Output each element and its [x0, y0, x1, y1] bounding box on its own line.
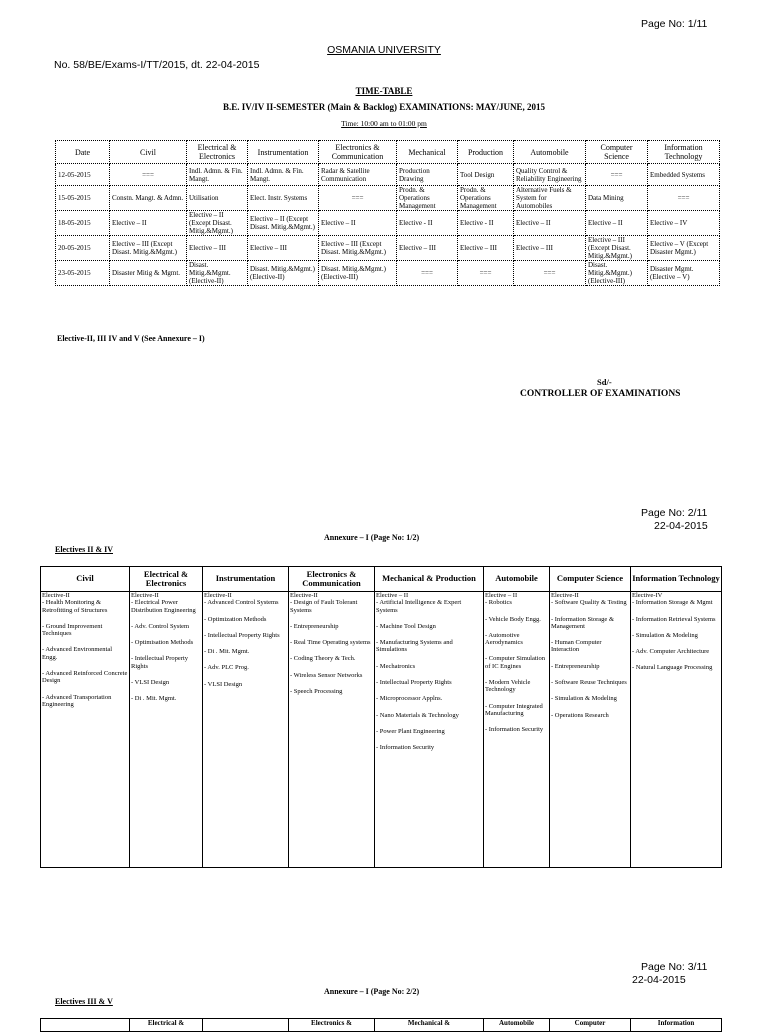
list-item: - Vehicle Body Engg.: [485, 615, 541, 623]
list-item: - Modern Vehicle Technology: [485, 679, 531, 694]
list-item: - Coding Theory & Tech.: [290, 655, 356, 663]
list-item: - Optimisation Methods: [131, 639, 194, 647]
section-title: Electives III & V: [55, 997, 113, 1006]
column-header: Information: [631, 1019, 722, 1032]
list-item: - Optimization Methods: [204, 615, 267, 623]
column-header: [203, 1019, 289, 1032]
list-item: - Computer Simulation of IC Engines: [485, 655, 545, 670]
list-item: - Intellectual Property Rights: [131, 655, 189, 670]
exam-cell: Elective – II: [514, 211, 586, 236]
list-item: - Information Security: [485, 726, 544, 734]
list-item: - Simulation & Modeling: [551, 695, 617, 703]
exam-cell: Elective – II: [110, 211, 187, 236]
exam-cell: Production Drawing: [397, 164, 458, 186]
elective-list: [131, 599, 201, 702]
elective-group-label: Elective – II: [485, 592, 518, 599]
column-header: Date: [56, 141, 110, 164]
page-number: Page No: 2/11: [641, 507, 708, 519]
list-item: - Design of Fault Tolerant Systems: [290, 599, 358, 614]
electives-cell: [130, 592, 203, 868]
exam-cell: ===: [110, 164, 187, 186]
section-title: Electives II & IV: [55, 545, 113, 554]
exam-cell: Elective – III (Except Disast. Mitig.&Mgmt.): [586, 236, 648, 261]
exam-cell: Prodn. & Operations Management: [458, 186, 514, 211]
elective-group-label: Elective-II: [204, 592, 232, 599]
list-item: - Intellectual Property Rights: [376, 679, 452, 687]
exam-cell: Elective – III: [248, 236, 319, 261]
exam-cell: Disast. Mitig.&Mgmt.) (Elective-III): [319, 261, 397, 286]
exam-cell: Disaster Mgmt. (Elective – V): [648, 261, 720, 286]
exam-cell: Elective – II (Except Disast. Mitig.&Mgmt.): [248, 211, 319, 236]
exam-cell: Elective – III: [458, 236, 514, 261]
elective-note: Elective-II, III IV and V (See Annexure – I): [57, 334, 205, 343]
elective-group-label: Elective-II: [42, 592, 70, 599]
electives-header-row: [41, 567, 722, 592]
list-item: - Information Storage & Mgmt: [632, 599, 713, 607]
exam-cell: ===: [648, 186, 720, 211]
list-item: - Entrepreneurship: [290, 622, 339, 630]
elective-group-label: Elective-IV: [632, 592, 663, 599]
exam-cell: ===: [514, 261, 586, 286]
table-row: [56, 164, 720, 186]
exam-cell: ===: [319, 186, 397, 211]
elective-group-label: Elective – II: [376, 592, 409, 599]
list-item: - Adv. Control System: [131, 622, 190, 630]
elective-list: [485, 599, 548, 733]
list-item: - Mechatronics: [376, 662, 416, 670]
column-header: Production: [458, 141, 514, 164]
table-row: [56, 261, 720, 286]
column-header: Electrical & Electronics: [187, 141, 248, 164]
exam-cell: Disast. Mitig.&Mgmt.) (Elective-II): [248, 261, 319, 286]
exam-cell: Utilisation: [187, 186, 248, 211]
page-date: 22-04-2015: [654, 520, 708, 532]
list-item: - Information Security: [376, 744, 435, 752]
list-item: - Simulation & Modeling: [632, 631, 698, 639]
list-item: - Information Storage & Management: [551, 615, 614, 630]
list-item: - Robotics: [485, 599, 512, 607]
list-item: - Microprocessor Applns.: [376, 695, 443, 703]
elective-list: [42, 599, 128, 708]
list-item: - Operations Research: [551, 711, 609, 719]
list-item: - Automotive Aerodynamics: [485, 631, 523, 647]
column-header: Automobile: [484, 1019, 550, 1032]
exam-cell: Elective - II: [397, 211, 458, 236]
column-header: Automobile: [484, 567, 550, 592]
column-header: Electrical & Electronics: [130, 567, 203, 592]
column-header: Civil: [110, 141, 187, 164]
column-header: Electronics &: [289, 1019, 375, 1032]
university-name: OSMANIA UNIVERSITY: [327, 44, 441, 56]
elective-group-label: Elective-II: [131, 592, 159, 599]
exam-cell: Disast. Mitig.&Mgmt. (Elective-II): [187, 261, 248, 286]
exam-cell: Radar & Satellite Communication: [319, 164, 397, 186]
electives-cell: [289, 592, 375, 868]
list-item: - Real Time Operating systems: [290, 639, 371, 647]
exam-cell: Elective – V (Except Disaster Mgmt.): [648, 236, 720, 261]
list-item: - Manufacturing Systems and Simulations: [376, 639, 453, 654]
table-row: [56, 186, 720, 211]
column-header: Information Technology: [631, 567, 722, 592]
exam-cell: Elect. Instr. Systems: [248, 186, 319, 211]
list-item: - Adv. PLC Prog.: [204, 664, 249, 672]
list-item: - Di . Mit. Mgmt.: [204, 648, 250, 656]
electives-cell: [550, 592, 631, 868]
electives-cell: [484, 592, 550, 868]
exam-cell: Alternative Fuels & System for Automobiles: [514, 186, 586, 211]
exam-cell: Elective – III (Except Disast. Mitig.&Mgmt.): [110, 236, 187, 261]
list-item: - Natural Language Processing: [632, 664, 713, 672]
elective-list: [290, 599, 373, 695]
exam-cell: Disaster Mitig & Mgmt.: [110, 261, 187, 286]
list-item: - VLSI Design: [131, 679, 170, 687]
exam-cell: Elective – III (Except Disast. Mitig.&Mgmt.): [319, 236, 397, 261]
electives-body-row: [41, 592, 722, 868]
exam-cell: Elective – II: [586, 211, 648, 236]
exam-cell: Constn. Mangt. & Admn.: [110, 186, 187, 211]
elective-group-label: Elective-II: [551, 592, 579, 599]
column-header: Electrical &: [130, 1019, 203, 1032]
controller-title: CONTROLLER OF EXAMINATIONS: [520, 389, 681, 399]
list-item: - VLSI Design: [204, 680, 243, 688]
exam-cell: Elective – IV: [648, 211, 720, 236]
electives-cell: [375, 592, 484, 868]
signature-mark: Sd/-: [597, 377, 612, 387]
date-cell: 15-05-2015: [56, 186, 110, 211]
exam-cell: Elective – III: [397, 236, 458, 261]
list-item: - Machine Tool Design: [376, 622, 436, 630]
list-item: - Speech Processing: [290, 688, 343, 696]
exam-cell: Disast. Mitig.&Mgmt.) (Elective-III): [586, 261, 648, 286]
column-header: Computer: [550, 1019, 631, 1032]
date-cell: 20-05-2015: [56, 236, 110, 261]
list-item: - Ground Improvement Techniques: [42, 622, 103, 638]
list-item: - Advanced Environmental Engg.: [42, 646, 113, 661]
timetable-title: TIME-TABLE: [355, 86, 413, 96]
electives-cell: [41, 592, 130, 868]
elective-list: [551, 599, 629, 719]
exam-cell: Prodn. & Operations Management: [397, 186, 458, 211]
timetable-table: [55, 140, 720, 286]
list-item: - Wireless Sensor Networks: [290, 671, 363, 679]
column-header: Mechanical &: [375, 1019, 484, 1032]
date-cell: 12-05-2015: [56, 164, 110, 186]
list-item: - Advanced Control Systems: [204, 599, 279, 607]
list-item: - Software Quality & Testing: [551, 599, 627, 607]
electives-table: [40, 566, 722, 868]
column-header: Mechanical & Production: [375, 567, 484, 592]
list-item: - Computer Integrated Manufacturing: [485, 702, 543, 717]
exam-cell: ===: [458, 261, 514, 286]
column-header: Automobile: [514, 141, 586, 164]
list-item: - Intellectual Property Rights: [204, 631, 280, 639]
exam-cell: Elective - II: [458, 211, 514, 236]
list-item: - Health Monitoring & Retrofitting of Structures: [42, 599, 108, 614]
list-item: - Human Computer Interaction: [551, 639, 602, 654]
list-item: - Advanced Transportation Engineering: [42, 693, 112, 708]
list-item: - Entrepreneurship: [551, 662, 600, 670]
exam-cell: Embedded Systems: [648, 164, 720, 186]
column-header: Instrumentation: [203, 567, 289, 592]
column-header: Computer Science: [550, 567, 631, 592]
annexure-title: Annexure – I (Page No: 2/2): [324, 987, 420, 996]
page-date: 22-04-2015: [632, 974, 686, 986]
exam-cell: Indl. Admn. & Fin. Mangt.: [248, 164, 319, 186]
elective-list: [632, 599, 720, 671]
exam-cell: Elective – II (Except Disast. Mitig.&Mgmt.): [187, 211, 248, 236]
page-number: Page No: 1/11: [641, 18, 708, 30]
list-item: - Information Retrieval Systems: [632, 615, 716, 623]
elective-group-label: Elective-II: [290, 592, 318, 599]
exam-cell: Data Mining: [586, 186, 648, 211]
elective-list: [376, 599, 482, 751]
exam-cell: Quality Control & Reliability Engineering: [514, 164, 586, 186]
exam-time: Time: 10:00 am to 01:00 pm: [341, 119, 427, 128]
list-item: - Adv. Computer Architecture: [632, 648, 710, 656]
date-cell: 23-05-2015: [56, 261, 110, 286]
list-item: - Di . Mit. Mgmt.: [131, 695, 177, 703]
list-item: - Electrical Power Distribution Engineering: [131, 599, 196, 614]
exam-cell: Elective – III: [187, 236, 248, 261]
date-cell: 18-05-2015: [56, 211, 110, 236]
reference-number: No. 58/BE/Exams-I/TT/2015, dt. 22-04-2015: [54, 59, 260, 71]
exam-cell: ===: [586, 164, 648, 186]
exam-cell: Indl. Admn. & Fin. Mangt.: [187, 164, 248, 186]
exam-subtitle: B.E. IV/IV II-SEMESTER (Main & Backlog) EXAMINATIONS: MAY/JUNE, 2015: [222, 102, 546, 112]
electives-table-2: [40, 1018, 722, 1032]
annexure-title: Annexure – I (Page No: 1/2): [324, 533, 420, 542]
exam-cell: Tool Design: [458, 164, 514, 186]
electives-cell: [203, 592, 289, 868]
exam-cell: Elective – II: [319, 211, 397, 236]
table-row: [56, 211, 720, 236]
exam-cell: ===: [397, 261, 458, 286]
timetable-header-row: [56, 141, 720, 164]
electives-cell: [631, 592, 722, 868]
electives-header-row-2: [41, 1019, 722, 1032]
list-item: - Power Plant Engineering: [376, 727, 445, 735]
list-item: - Advanced Reinforced Concrete Design: [42, 670, 128, 685]
column-header: [41, 1019, 130, 1032]
column-header: Mechanical: [397, 141, 458, 164]
exam-cell: Elective – III: [514, 236, 586, 261]
column-header: Electronics & Communication: [319, 141, 397, 164]
list-item: - Artificial Intelligence & Expert Systems: [376, 599, 462, 614]
column-header: Computer Science: [586, 141, 648, 164]
table-row: [56, 236, 720, 261]
column-header: Electronics & Communication: [289, 567, 375, 592]
page-number: Page No: 3/11: [641, 961, 708, 973]
column-header: Civil: [41, 567, 130, 592]
list-item: - Software Reuse Techniques: [551, 679, 627, 687]
elective-list: [204, 599, 287, 688]
list-item: - Nano Materials & Technology: [376, 711, 459, 719]
column-header: Instrumentation: [248, 141, 319, 164]
column-header: Information Technology: [648, 141, 720, 164]
